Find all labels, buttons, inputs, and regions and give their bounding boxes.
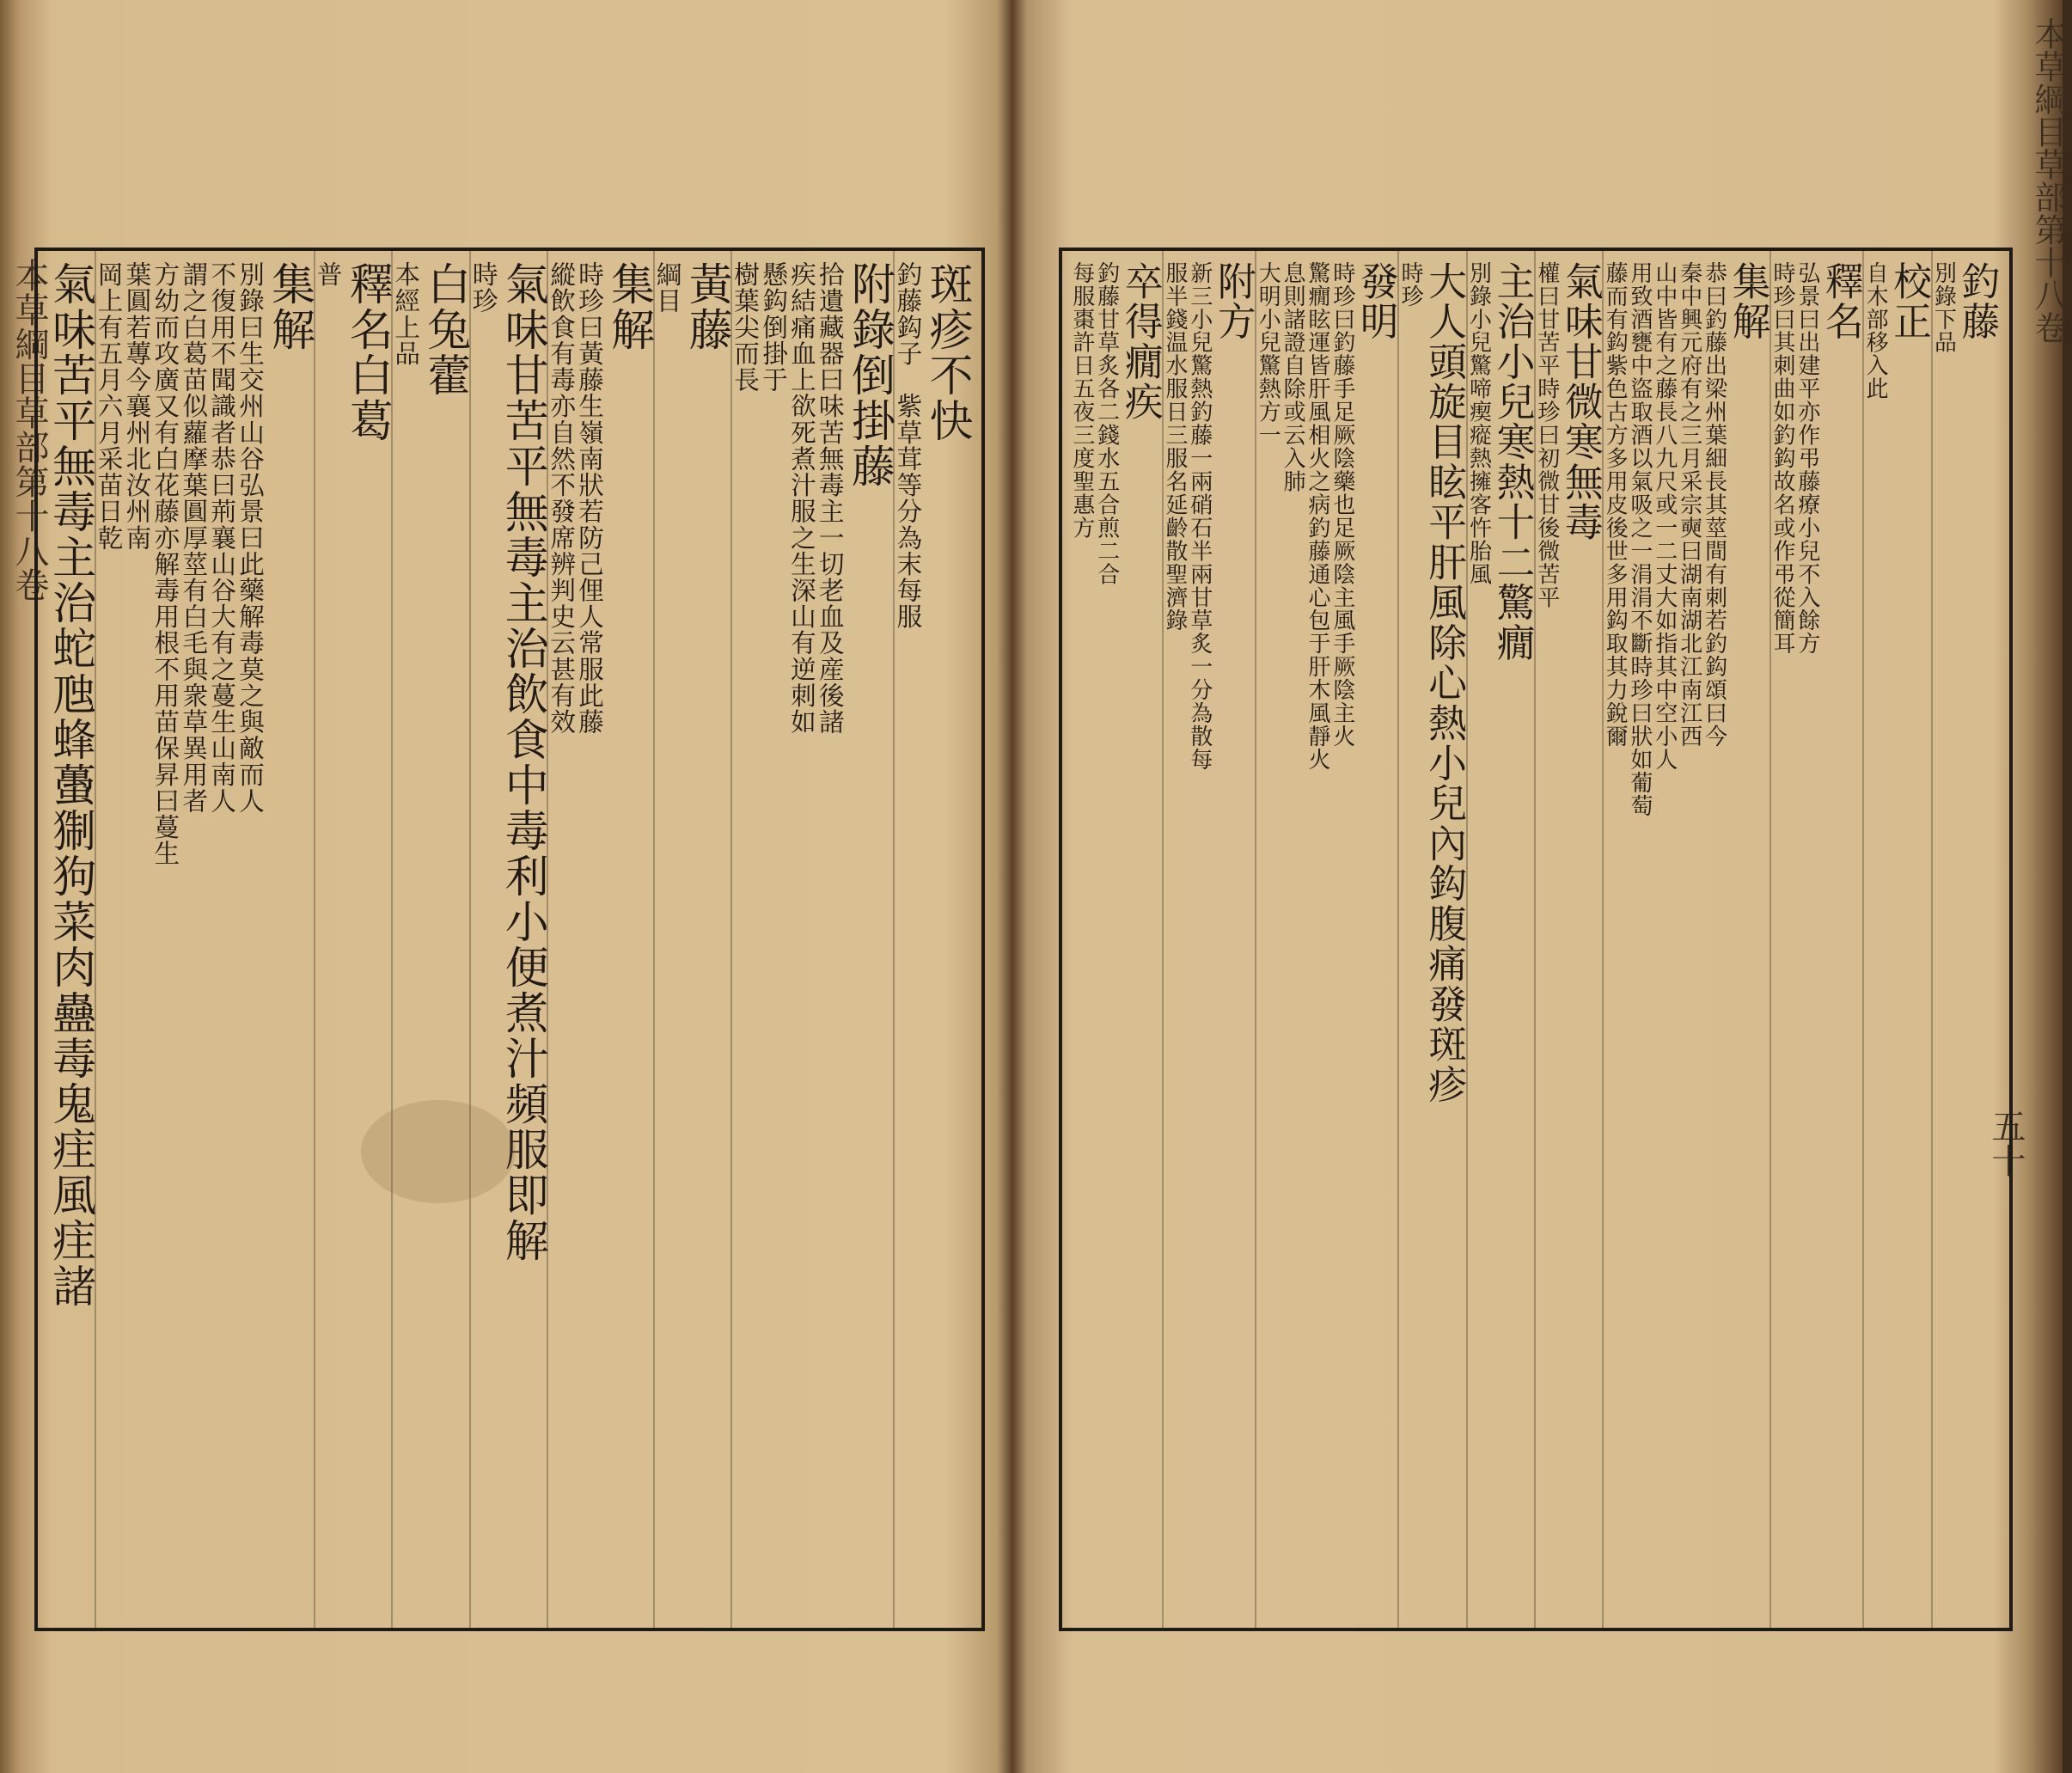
right-page-column-10: 秦中興元府有之三月采宗奭曰湖南湖北江南江西 [1676, 261, 1702, 749]
left-text-frame [34, 248, 985, 1631]
right-page-column-25: 附方 [1211, 261, 1257, 342]
left-page-column-24: 葉圓若蓴今襄州北汝州南 [122, 261, 152, 551]
column-rule [95, 251, 96, 1628]
right-page-column-30: 每服棗許日五夜三度聖惠方 [1068, 261, 1095, 540]
right-page-column-9: 恭曰釣藤出梁州葉細長其莖間有刺若釣鈎頌曰今 [1701, 261, 1727, 749]
column-rule [893, 251, 895, 1628]
left-page-column-21: 不復用不聞識者恭曰荊襄山谷大有之蔓生山南人 [207, 261, 237, 815]
right-page-column-28: 卒得癇疾 [1118, 261, 1164, 422]
right-page-column-15: 權曰甘苦平時珍曰初微甘後微苦平 [1533, 261, 1560, 609]
left-page-column-11: 時珍曰黃藤生嶺南狀若防己俚人常服此藤 [575, 261, 605, 736]
left-page-column-3: 附錄倒掛藤 [843, 261, 895, 490]
left-page-column-17: 釋名白葛 [341, 261, 393, 444]
right-page-column-19: 時珍 [1397, 261, 1424, 308]
right-page-column-26: 新三小兒驚熱釣藤一兩硝石半兩甘草炙一分為散每 [1186, 261, 1213, 772]
left-page-column-2: 釣藤鈎子 紫草茸等分為末每服 [893, 261, 923, 630]
right-page-column-16: 主治小兒寒熱十二驚癇 [1489, 261, 1536, 663]
left-page-column-9: 綱目 [652, 261, 682, 315]
column-rule [1162, 251, 1164, 1628]
column-rule [1534, 251, 1536, 1628]
paper-stain [361, 1100, 516, 1203]
column-rule [1397, 251, 1399, 1628]
left-page-column-26: 氣味苦平無毒主治蛇虺蜂蠆猘狗菜肉蠱毒鬼疰風疰諸 [44, 261, 95, 1310]
right-page-column-24: 大明小兒驚熱方一 [1255, 261, 1281, 447]
left-page-column-8: 黃藤 [681, 261, 732, 353]
left-page-column-10: 集解 [602, 261, 654, 353]
right-text-frame [1059, 248, 2013, 1631]
right-page-column-7: 時珍曰其刺曲如釣鈎故名或作弔從簡耳 [1769, 261, 1795, 656]
right-page-column-4: 自木部移入此 [1862, 261, 1889, 400]
left-page [0, 0, 1012, 1773]
left-page-column-13: 氣味甘苦平無毒主治飲食中毒利小便煮汁頻服即解 [497, 261, 548, 1264]
column-rule [653, 251, 655, 1628]
right-page [1012, 0, 2067, 1773]
column-rule [469, 251, 471, 1628]
left-page-column-5: 疾結痛血上欲死煮汁服之生深山有逆刺如 [786, 261, 816, 736]
right-page-column-12: 用致酒甕中盜取酒以氣吸之一涓涓不斷時珍曰狀如葡萄 [1627, 261, 1653, 818]
column-rule [730, 251, 732, 1628]
left-page-column-1: 斑疹不快 [920, 261, 972, 444]
right-page-column-27: 服半錢温水服日三服名延齡散聖濟錄 [1162, 261, 1189, 633]
left-page-column-15: 白兔藿 [419, 261, 470, 399]
right-page-column-3: 校正 [1886, 261, 1933, 342]
right-page-column-22: 驚癇眩運皆肝風相火之病釣藤通心包于肝木風靜火 [1304, 261, 1330, 772]
right-page-column-23: 息則諸證自除或云入肺 [1280, 261, 1306, 493]
right-page-column-6: 弘景曰出建平亦作弔藤療小兒不入餘方 [1794, 261, 1820, 656]
left-page-column-22: 謂之白葛苗似蘿摩葉圓厚莖有白毛與衆草異用者 [179, 261, 209, 815]
left-page-column-18: 普 [313, 261, 343, 288]
column-rule [1769, 251, 1771, 1628]
right-page-column-8: 集解 [1726, 261, 1772, 342]
right-page-column-5: 釋名 [1818, 261, 1865, 342]
column-rule [1931, 251, 1933, 1628]
left-page-column-6: 懸鈎倒掛于 [759, 261, 789, 394]
right-page-column-17: 別錄小兒驚啼瘈瘲熱擁客忤胎風 [1465, 261, 1492, 586]
right-margin-title: 本草綱目草部第十八卷 [2029, 17, 2067, 344]
column-rule [1255, 251, 1256, 1628]
left-page-column-12: 縱飲食有毒亦自然不發席辨判史云甚有效 [547, 261, 577, 736]
left-page-column-23: 方幼而攻廣又有白花藤亦解毒用根不用苗保昇曰蔓生 [150, 261, 180, 867]
right-page-column-1: 釣藤 [1954, 261, 2001, 342]
left-page-column-20: 別錄曰生交州山谷弘景曰此藥解毒莫之與敵而人 [235, 261, 266, 815]
column-rule [1602, 251, 1604, 1628]
right-page-column-21: 時珍曰釣藤手足厥陰藥也足厥陰主風手厥陰主火 [1329, 261, 1355, 749]
left-page-column-4: 拾遺藏器曰味苦無毒主一切老血及産後諸 [815, 261, 845, 736]
column-rule [1466, 251, 1468, 1628]
right-page-column-14: 氣味甘微寒無毒 [1558, 261, 1604, 543]
left-page-column-16: 本經上品 [391, 261, 421, 367]
right-page-column-18: 大人頭旋目眩平肝風除心熱小兒內鈎腹痛發斑疹 [1421, 261, 1468, 1105]
left-page-column-7: 樹葉尖而長 [730, 261, 761, 394]
right-page-column-2: 別錄下品 [1930, 261, 1957, 354]
left-page-column-14: 時珍 [468, 261, 498, 315]
column-rule [547, 251, 548, 1628]
left-page-column-25: 岡上有五月六月采苗日乾 [94, 261, 124, 551]
left-margin-title: 本草綱目草部第十八卷 [9, 258, 49, 602]
column-rule [1862, 251, 1864, 1628]
column-rule [314, 251, 315, 1628]
page-number: 五十 [1986, 1109, 2026, 1177]
right-page-column-13: 藤而有鈎紫色古方多用皮後世多用鈎取其力銳爾 [1602, 261, 1629, 749]
left-page-column-19: 集解 [263, 261, 315, 353]
right-page-column-29: 釣藤甘草炙各二錢水五合煎二合 [1093, 261, 1120, 586]
column-rule [391, 251, 393, 1628]
right-page-column-11: 山中皆有之藤長八九尺或一二丈大如指其中空小人 [1651, 261, 1678, 772]
right-page-column-20: 發明 [1354, 261, 1400, 342]
